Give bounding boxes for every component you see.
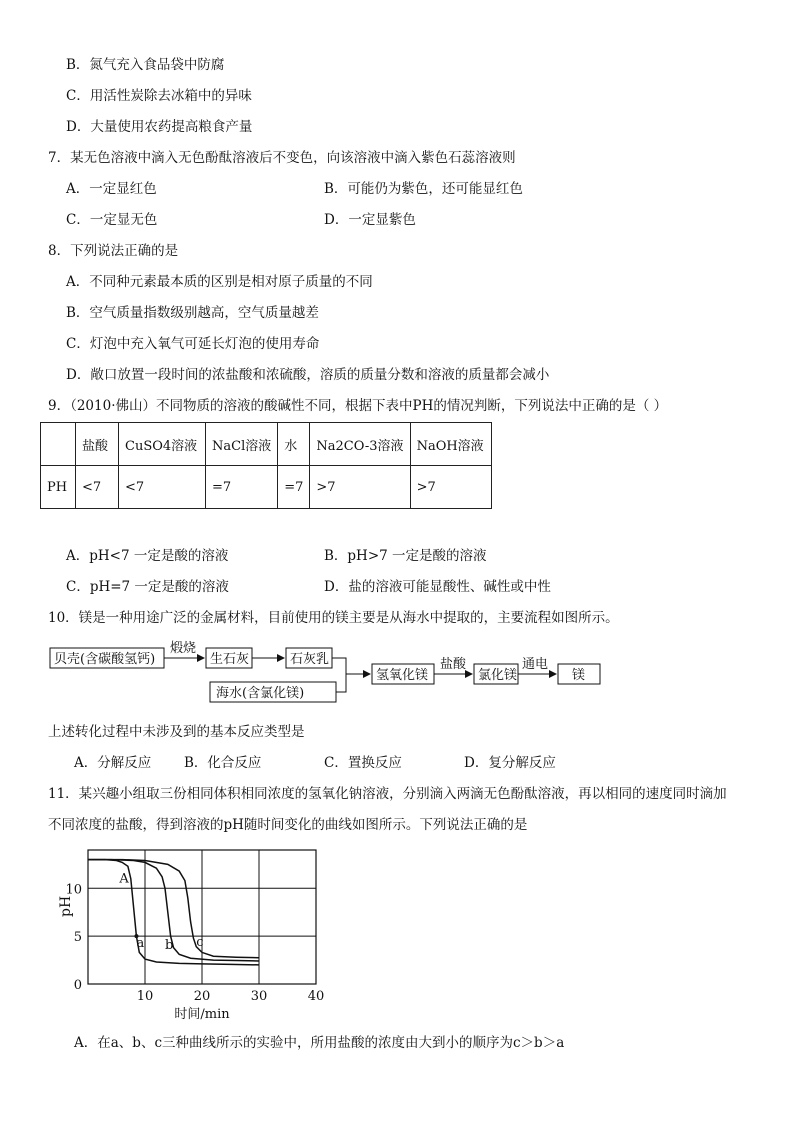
q8-option-c: C．灯泡中充入氧气可延长灯泡的使用寿命 xyxy=(66,336,320,352)
calcine-label: 煅烧 xyxy=(170,641,197,656)
table-cell: =7 xyxy=(206,466,278,509)
shell-label: 贝壳(含碳酸氢钙) xyxy=(54,652,156,667)
electric-label: 通电 xyxy=(522,657,549,672)
table-cell: NaOH溶液 xyxy=(410,423,491,466)
q9-option-d: D．盐的溶液可能显酸性、碱性或中性 xyxy=(324,579,551,595)
y-tick-label: 10 xyxy=(65,882,82,898)
y-tick-label: 5 xyxy=(73,930,82,946)
q11-option-a: A．在a、b、c三种曲线所示的实验中，所用盐酸的浓度由大到小的顺序为c＞b＞a xyxy=(74,1035,565,1051)
q8-stem: 8．下列说法正确的是 xyxy=(48,243,179,259)
q7-option-b: B．可能仍为紫色，还可能显红色 xyxy=(324,181,523,197)
curve-label-c: c xyxy=(196,934,204,950)
table-cell: CuSO4溶液 xyxy=(119,423,206,466)
ph-time-chart xyxy=(40,838,340,1024)
chart-series xyxy=(88,860,259,965)
mgcl-label: 氯化镁 xyxy=(478,668,518,683)
q9-stem: 9．（2010·佛山）不同物质的溶液的酸碱性不同，根据下表中PH的情况判断，下列说法中正确的是（ ） xyxy=(48,398,668,414)
mg-label: 镁 xyxy=(572,668,586,683)
ph-table xyxy=(40,422,492,509)
table-cell xyxy=(41,423,76,466)
magnesium-flow-diagram xyxy=(44,640,614,708)
q6-option-c: C．用活性炭除去冰箱中的异味 xyxy=(66,88,252,104)
q9-option-c: C．pH=7 一定是酸的溶液 xyxy=(66,579,229,595)
seawater-label: 海水(含氯化镁) xyxy=(216,686,305,701)
table-cell: >7 xyxy=(410,466,491,509)
q7-option-c: C．一定显无色 xyxy=(66,212,158,228)
series-line-c xyxy=(88,860,259,958)
table-cell: Na2CO-3溶液 xyxy=(310,423,410,466)
q7-stem: 7．某无色溶液中滴入无色酚酞溶液后不变色，向该溶液中滴入紫色石蕊溶液则 xyxy=(48,150,516,166)
curve-label-A: A xyxy=(119,871,129,887)
ph-table-value-row xyxy=(41,466,492,509)
q7-option-a: A．一定显红色 xyxy=(66,181,157,197)
table-cell: >7 xyxy=(310,466,410,509)
q8-option-b: B．空气质量指数级别越高，空气质量越差 xyxy=(66,305,319,321)
ph-table-header-row xyxy=(41,423,492,466)
table-cell: <7 xyxy=(119,466,206,509)
mgoh-label: 氢氧化镁 xyxy=(376,668,429,683)
series-line-a xyxy=(88,860,259,965)
y-axis-label: pH xyxy=(58,895,74,917)
curve-label-a: a xyxy=(136,935,145,951)
x-tick-label: 30 xyxy=(250,989,268,1004)
q9-option-a: A．pH<7 一定是酸的溶液 xyxy=(66,548,229,564)
q10-stem: 10．镁是一种用途广泛的金属材料，目前使用的镁主要是从海水中提取的，主要流程如图所示。 xyxy=(48,610,619,626)
table-cell: 盐酸 xyxy=(76,423,119,466)
q10-option-b: B．化合反应 xyxy=(184,755,262,771)
q6-option-d: D．大量使用农药提高粮食产量 xyxy=(66,119,253,135)
q11-stem-line1: 11．某兴趣小组取三份相同体积相同浓度的氢氧化钠溶液，分别滴入两滴无色酚酞溶液，再以相同的速度同时滴加 xyxy=(48,786,727,802)
connector xyxy=(332,658,346,692)
q8-option-d: D．敞口放置一段时间的浓盐酸和浓硫酸，溶质的质量分数和溶液的质量都会减小 xyxy=(66,367,550,383)
limewater-label: 石灰乳 xyxy=(290,652,330,667)
x-axis-label: 时间/min xyxy=(174,1007,230,1022)
x-tick-label: 10 xyxy=(136,989,154,1004)
q6-option-b: B．氮气充入食品袋中防腐 xyxy=(66,57,225,73)
q10-sub-question: 上述转化过程中未涉及到的基本反应类型是 xyxy=(48,724,305,740)
q9-option-b: B．pH>7 一定是酸的溶液 xyxy=(324,548,487,564)
table-cell: =7 xyxy=(278,466,310,509)
q8-option-a: A．不同种元素最本质的区别是相对原子质量的不同 xyxy=(66,274,373,290)
table-cell: NaCl溶液 xyxy=(206,423,278,466)
x-tick-label: 20 xyxy=(193,989,211,1004)
q10-option-a: A．分解反应 xyxy=(74,755,152,771)
table-cell: 水 xyxy=(278,423,310,466)
hcl-label: 盐酸 xyxy=(440,657,467,672)
q10-option-d: D．复分解反应 xyxy=(464,755,556,771)
q7-option-d: D．一定显紫色 xyxy=(324,212,416,228)
series-line-b xyxy=(88,860,259,961)
table-cell: <7 xyxy=(76,466,119,509)
x-tick-label: 40 xyxy=(307,989,325,1004)
q10-option-c: C．置换反应 xyxy=(324,755,402,771)
curve-label-b: b xyxy=(164,937,174,953)
table-cell: PH xyxy=(41,466,76,509)
q11-stem-line2: 不同浓度的盐酸，得到溶液的pH随时间变化的曲线如图所示。下列说法正确的是 xyxy=(48,817,528,833)
y-tick-label: 0 xyxy=(73,978,82,993)
quicklime-label: 生石灰 xyxy=(210,652,250,667)
